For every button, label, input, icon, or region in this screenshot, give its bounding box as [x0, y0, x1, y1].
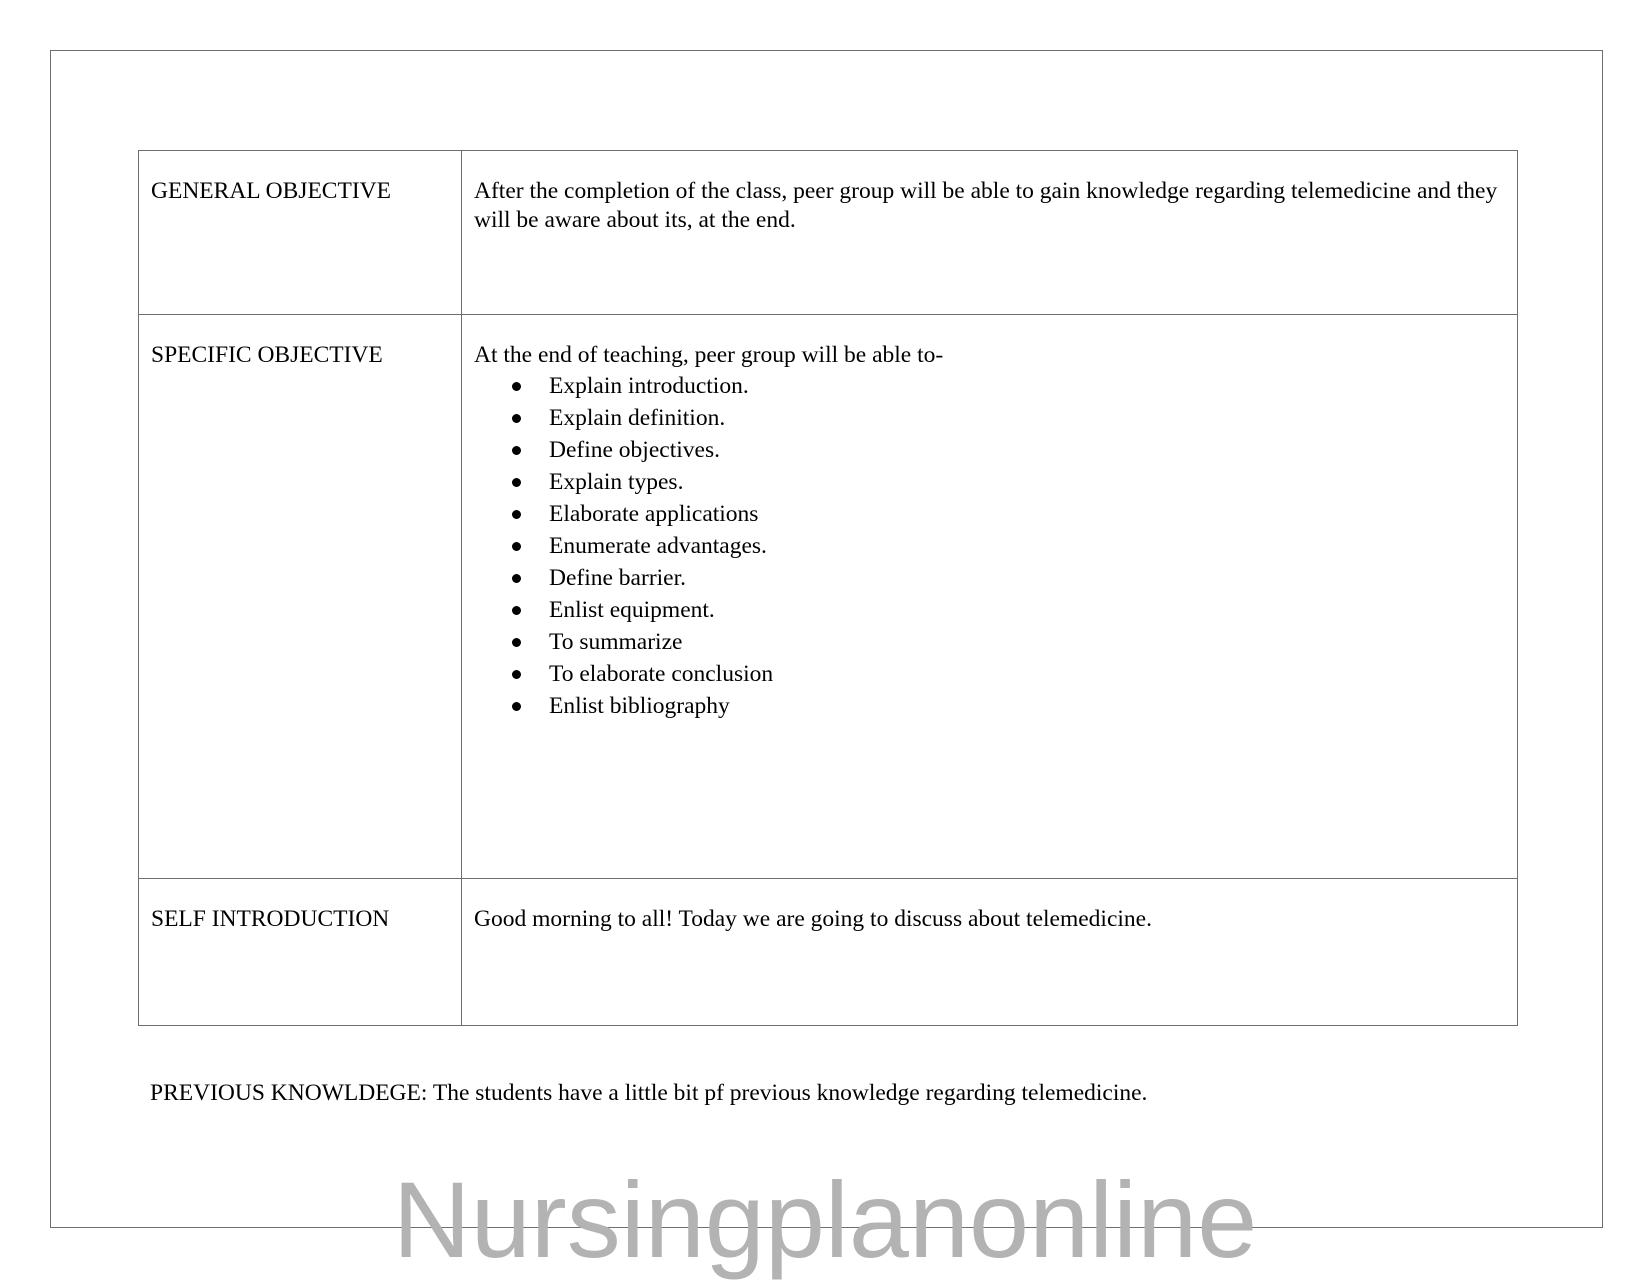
- list-item: Enumerate advantages.: [549, 530, 1505, 562]
- watermark: Nursingplanonline: [392, 1159, 1258, 1280]
- list-item: Define barrier.: [549, 562, 1505, 594]
- table-row: [139, 151, 1518, 315]
- list-item: Define objectives.: [549, 434, 1505, 466]
- self-introduction-label: SELF INTRODUCTION: [139, 879, 462, 1026]
- list-item: Enlist bibliography: [549, 690, 1505, 722]
- specific-objective-intro: At the end of teaching, peer group will be able to-: [474, 342, 944, 368]
- specific-objective-content: [462, 315, 1518, 879]
- table-row: [139, 879, 1518, 1026]
- list-item: To summarize: [549, 626, 1505, 658]
- list-item: Enlist equipment.: [549, 594, 1505, 626]
- lesson-plan-table: [138, 150, 1518, 1026]
- table-row: [139, 315, 1518, 879]
- list-item: Explain introduction.: [549, 370, 1505, 402]
- previous-knowledge-text: PREVIOUS KNOWLDEGE: The students have a little bit pf previous knowledge regarding telemedicine.: [150, 1080, 1148, 1106]
- objective-list: [474, 370, 1505, 722]
- list-item: Elaborate applications: [549, 498, 1505, 530]
- specific-objective-label: SPECIFIC OBJECTIVE: [139, 315, 462, 879]
- general-objective-label: GENERAL OBJECTIVE: [139, 151, 462, 315]
- list-item: To elaborate conclusion: [549, 658, 1505, 690]
- general-objective-content: After the completion of the class, peer group will be able to gain knowledge regarding telemedicine and they will be aware about its, at the end.: [462, 151, 1518, 315]
- self-introduction-content: Good morning to all! Today we are going to discuss about telemedicine.: [462, 879, 1518, 1026]
- list-item: Explain definition.: [549, 402, 1505, 434]
- list-item: Explain types.: [549, 466, 1505, 498]
